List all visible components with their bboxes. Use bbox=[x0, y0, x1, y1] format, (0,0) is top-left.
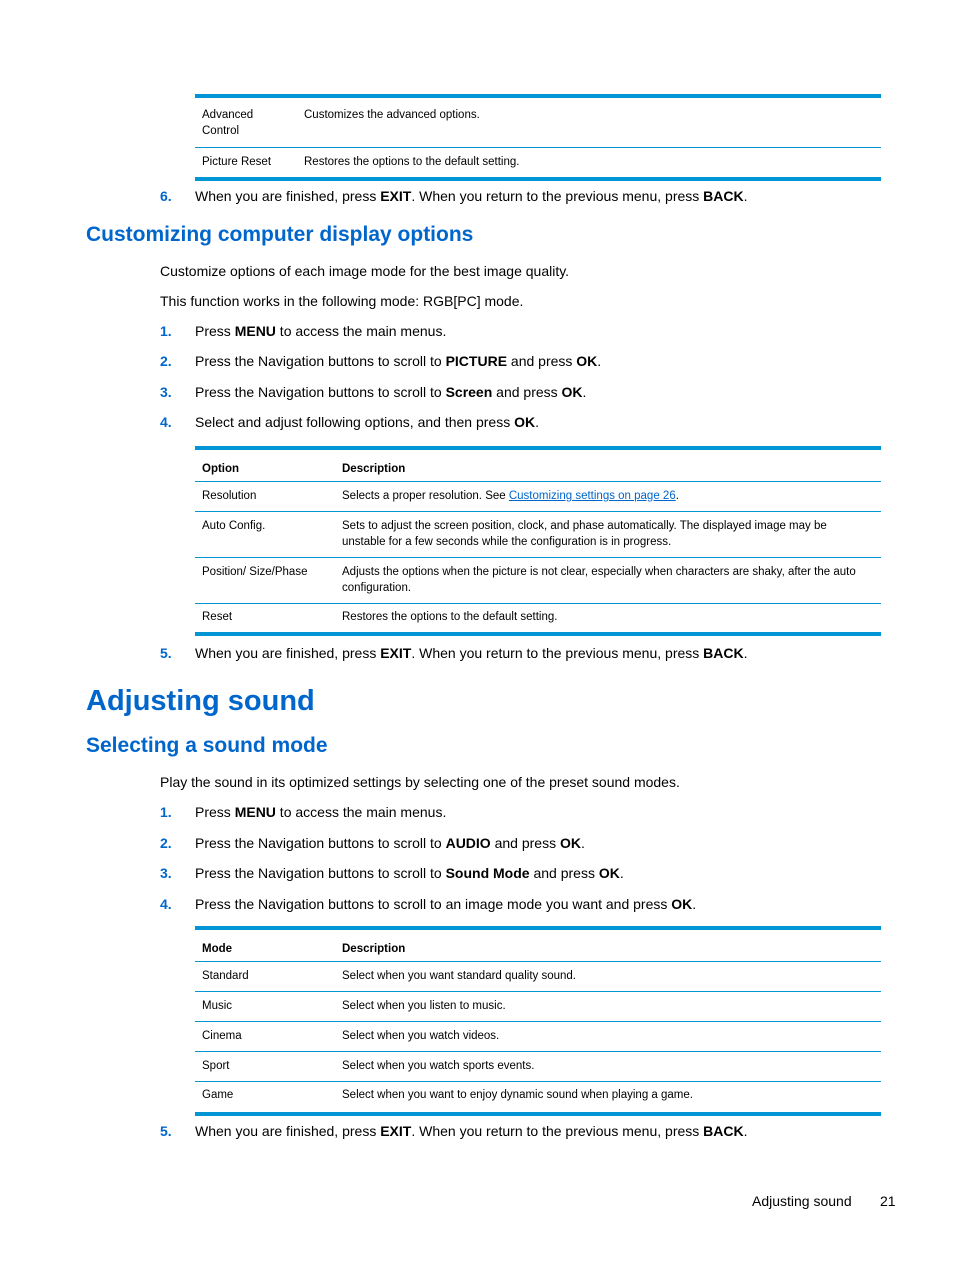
chapter-heading: Adjusting sound bbox=[86, 685, 315, 717]
table-cell-desc: Restores the options to the default setting. bbox=[304, 156, 520, 168]
customizing-settings-link[interactable]: Customizing settings on page 26 bbox=[508, 490, 676, 502]
page-number: 21 bbox=[880, 1193, 896, 1209]
table-cell-label: Picture Reset bbox=[202, 156, 272, 168]
step-text: Press the Navigation buttons to scroll to PICTURE and press OK. bbox=[195, 353, 602, 369]
section-heading: Customizing computer display options bbox=[86, 223, 474, 246]
step-text: When you are finished, press EXIT. When you return to the previous menu, press BACK. bbox=[195, 645, 748, 661]
table-row bbox=[195, 148, 881, 177]
step-number: 3. bbox=[160, 384, 172, 400]
table-row bbox=[195, 604, 881, 632]
step-number: 6. bbox=[160, 188, 172, 204]
table-row bbox=[195, 98, 881, 148]
table-cell-label: Advanced Control bbox=[202, 109, 254, 137]
table-cell-label: Sport bbox=[202, 1060, 230, 1072]
step-number: 2. bbox=[160, 835, 172, 851]
step-text: Press the Navigation buttons to scroll to an image mode you want and press OK. bbox=[195, 896, 697, 912]
table-cell-desc: Selects a proper resolution. See Customizing settings on page 26. bbox=[342, 490, 679, 502]
screen-options-table bbox=[195, 446, 881, 636]
table-cell-label: Game bbox=[202, 1089, 234, 1101]
step-number: 1. bbox=[160, 323, 172, 339]
step-number: 4. bbox=[160, 414, 172, 430]
table-row bbox=[195, 962, 881, 992]
table-row bbox=[195, 512, 881, 558]
paragraph: Customize options of each image mode for the best image quality. bbox=[160, 263, 570, 279]
step-number: 3. bbox=[160, 865, 172, 881]
table-cell-label: Music bbox=[202, 1000, 233, 1012]
table-cell-label: Cinema bbox=[202, 1030, 242, 1042]
column-header: Description bbox=[342, 463, 406, 475]
table-row bbox=[195, 1022, 881, 1052]
footer-section-title: Adjusting sound bbox=[752, 1193, 852, 1209]
step-text: Select and adjust following options, and then press OK. bbox=[195, 414, 539, 430]
table-row bbox=[195, 1052, 881, 1082]
table-row bbox=[195, 482, 881, 512]
sound-mode-table bbox=[195, 926, 881, 1116]
step-text: Press the Navigation buttons to scroll to Screen and press OK. bbox=[195, 384, 587, 400]
table-cell-desc: Select when you want standard quality sound. bbox=[342, 970, 576, 982]
table-cell-desc: Select when you listen to music. bbox=[342, 1000, 506, 1012]
table-row bbox=[195, 1082, 881, 1112]
table-cell-label: Reset bbox=[202, 611, 233, 623]
step-text: When you are finished, press EXIT. When you return to the previous menu, press BACK. bbox=[195, 1123, 748, 1139]
table-header-row bbox=[195, 930, 881, 962]
paragraph: Play the sound in its optimized settings by selecting one of the preset sound modes. bbox=[160, 774, 680, 790]
step-text: Press the Navigation buttons to scroll to AUDIO and press OK. bbox=[195, 835, 585, 851]
table-cell-label: Auto Config. bbox=[202, 520, 266, 532]
table-cell-desc: Select when you watch sports events. bbox=[342, 1060, 535, 1072]
step-text: Press the Navigation buttons to scroll to Sound Mode and press OK. bbox=[195, 865, 624, 881]
step-number: 1. bbox=[160, 804, 172, 820]
table-cell-desc: Select when you want to enjoy dynamic sound when playing a game. bbox=[342, 1089, 693, 1101]
table-cell-label: Resolution bbox=[202, 490, 257, 502]
step-text: Press MENU to access the main menus. bbox=[195, 804, 447, 820]
table-cell-label: Standard bbox=[202, 970, 249, 982]
table-cell-desc: Sets to adjust the screen position, clock, and phase automatically. The displayed image may be unstable for a few seconds while the configuration is in progress. bbox=[342, 520, 827, 548]
column-header: Option bbox=[202, 463, 240, 475]
table-cell-desc: Customizes the advanced options. bbox=[304, 109, 480, 121]
paragraph: This function works in the following mode: RGB[PC] mode. bbox=[160, 293, 524, 309]
advanced-options-table bbox=[195, 94, 881, 181]
section-heading: Selecting a sound mode bbox=[86, 734, 328, 757]
table-row bbox=[195, 558, 881, 604]
table-row bbox=[195, 992, 881, 1022]
step-number: 5. bbox=[160, 1123, 172, 1139]
column-header: Mode bbox=[202, 943, 233, 955]
step-text: When you are finished, press EXIT. When you return to the previous menu, press BACK. bbox=[195, 188, 748, 204]
table-cell-label: Position/ Size/Phase bbox=[202, 566, 308, 578]
step-text: Press MENU to access the main menus. bbox=[195, 323, 447, 339]
step-number: 2. bbox=[160, 353, 172, 369]
column-header: Description bbox=[342, 943, 406, 955]
step-number: 5. bbox=[160, 645, 172, 661]
table-cell-desc: Adjusts the options when the picture is not clear, especially when characters are shaky, after the auto configuration. bbox=[342, 566, 856, 594]
table-cell-desc: Select when you watch videos. bbox=[342, 1030, 500, 1042]
step-number: 4. bbox=[160, 896, 172, 912]
table-cell-desc: Restores the options to the default setting. bbox=[342, 611, 558, 623]
table-header-row bbox=[195, 450, 881, 482]
